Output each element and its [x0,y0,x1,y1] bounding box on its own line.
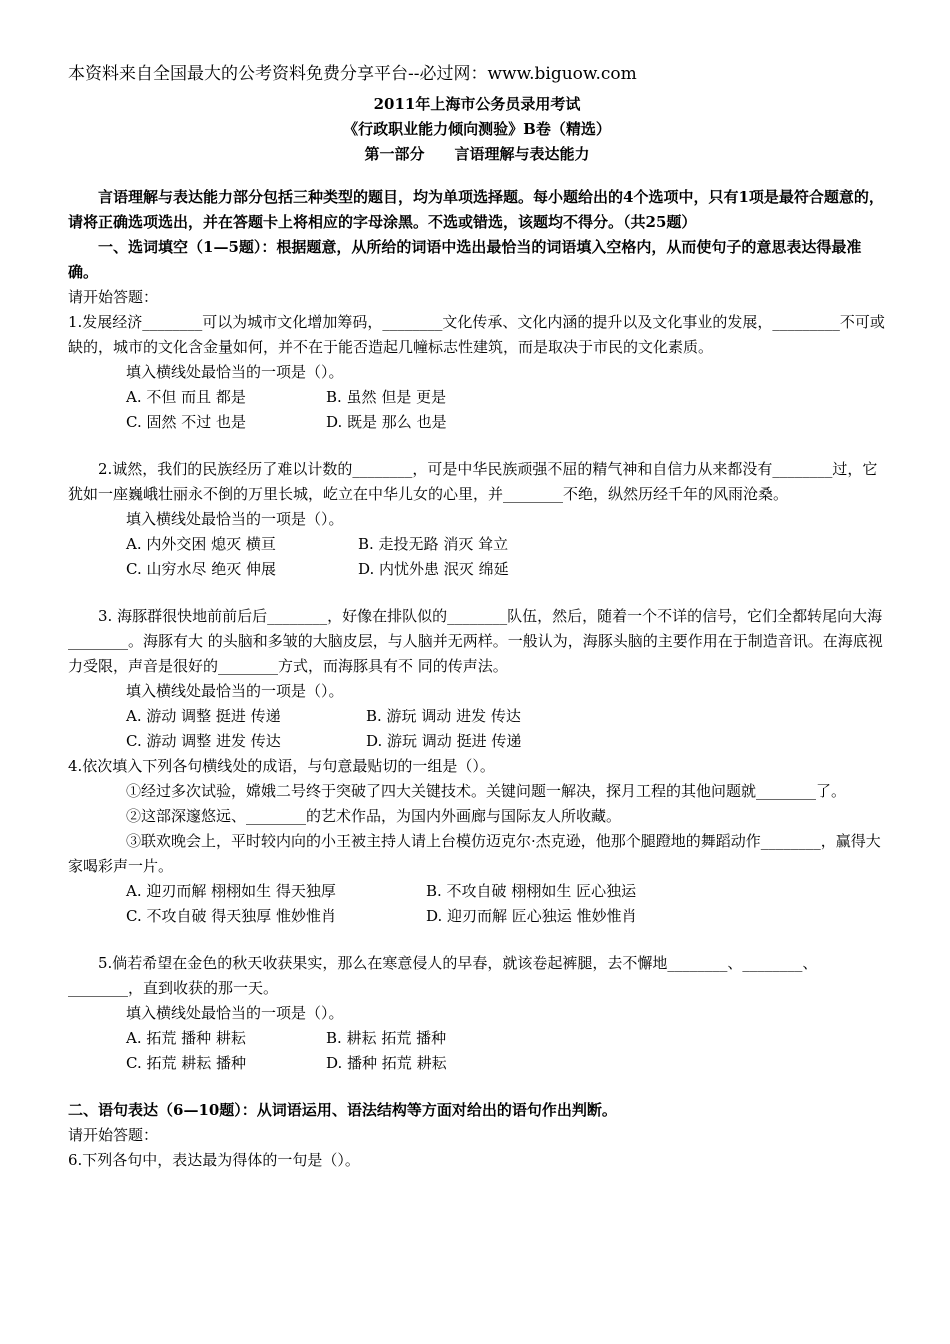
instructions: 言语理解与表达能力部分包括三种类型的题目，均为单项选择题。每小题给出的4个选项中，只有1项是最符合题意的，请将正确选项选出，并在答题卡上将相应的字母涂黑。不选或错选，该题均不得分。（共25题） [68,188,884,231]
section2-start: 请开始答题： [68,1126,159,1144]
question-3-stem: 填入横线处最恰当的一项是（）。 [126,682,344,700]
question-4-option-c: C. 不攻自破 得天独厚 惟妙惟肖 [126,907,337,925]
question-2-option-c: C. 山穷水尽 绝灭 伸展 [126,560,277,578]
exam-subtitle: 《行政职业能力倾向测验》B卷（精选） [343,120,611,138]
question-1-stem: 填入横线处最恰当的一项是（）。 [126,363,344,381]
question-2-stem: 填入横线处最恰当的一项是（）。 [126,510,344,528]
question-4-options-row1 [68,879,886,904]
question-3-option-b: B. 游玩 调动 进发 传达 [366,707,521,725]
question-4-option-b: B. 不攻自破 栩栩如生 匠心独运 [426,882,637,900]
question-1-option-a: A. 不但 而且 都是 [126,388,246,406]
question-5-stem: 填入横线处最恰当的一项是（）。 [126,1004,344,1022]
document-page [68,60,886,1173]
question-5-option-a: A. 拓荒 播种 耕耘 [126,1029,246,1047]
question-3-text: 3. 海豚群很快地前前后后________，好像在排队似的________队伍，然后，随着一个不详的信号，它们全都转尾向大海________。海豚有大 的头脑和多皱的大脑皮层，与人脑并无两样。一般认为，海豚头脑的主要作用在于制造音讯。在海底视力受限，声音是很好的________方式，而海豚具有不 同的传声法。 [68,607,883,675]
question-3-option-c: C. 游动 调整 进发 传达 [126,732,281,750]
question-6-text: 6.下列各句中，表达最为得体的一句是（）。 [68,1151,360,1169]
section1-heading: 一、选词填空（1—5题）：根据题意，从所给的词语中选出最恰当的词语填入空格内，从而使句子的意思表达得最准确。 [68,238,862,281]
question-1-options-row2 [68,410,886,435]
question-4-sentence-1: ①经过多次试验，嫦娥二号终于突破了四大关键技术。关键问题一解决，探月工程的其他问题就________了。 [126,782,847,800]
question-4-text: 4.依次填入下列各句横线处的成语，与句意最贴切的一组是（）。 [68,757,495,775]
source-line: 本资料来自全国最大的公考资料免费分享平台--必过网：www.biguow.com [68,64,637,84]
question-5-option-c: C. 拓荒 耕耘 播种 [126,1054,247,1072]
question-2-text: 2.诚然，我们的民族经历了难以计数的________，可是中华民族顽强不屈的精气神和自信力从来都没有________过，它犹如一座巍峨壮丽永不倒的万里长城，屹立在中华儿女的心里，并________不绝，纵然历经千年的风雨沧桑。 [68,460,878,503]
question-4-sentence-3: ③联欢晚会上，平时较内向的小王被主持人请上台模仿迈克尔·杰克逊，他那个腿蹬地的舞蹈动作________，赢得大家喝彩声一片。 [68,832,881,875]
question-4-option-d: D. 迎刃而解 匠心独运 惟妙惟肖 [426,907,637,925]
question-5-option-b: B. 耕耘 拓荒 播种 [326,1029,447,1047]
question-2-option-d: D. 内忧外患 泯灭 绵延 [358,560,509,578]
question-2-options-row2 [68,557,886,582]
section2-heading: 二、语句表达（6—10题）：从词语运用、语法结构等方面对给出的语句作出判断。 [68,1101,617,1119]
question-2-option-b: B. 走投无路 消灭 耸立 [358,535,509,553]
question-4-option-a: A. 迎刃而解 栩栩如生 得天独厚 [126,882,336,900]
question-1-option-c: C. 固然 不过 也是 [126,413,247,431]
question-5-options-row1 [68,1026,886,1051]
question-3-option-a: A. 游动 调整 挺进 传递 [126,707,281,725]
question-1-text: 1.发展经济________可以为城市文化增加筹码，________文化传承、文化内涵的提升以及文化事业的发展，_________不可或缺的，城市的文化含金量如何，并不在于能否造起几幢标志性建筑，而是取决于市民的文化素质。 [68,313,885,356]
section1-start: 请开始答题： [68,288,159,306]
question-3-option-d: D. 游玩 调动 挺进 传递 [366,732,522,750]
question-3-options-row1 [68,704,886,729]
question-2-options-row1 [68,532,886,557]
question-5-option-d: D. 播种 拓荒 耕耘 [326,1054,447,1072]
question-1-options-row1 [68,385,886,410]
question-1-option-d: D. 既是 那么 也是 [326,413,447,431]
exam-title: 2011年上海市公务员录用考试 [373,95,581,113]
question-4-options-row2 [68,904,886,929]
question-5-options-row2 [68,1051,886,1076]
question-3-options-row2 [68,729,886,754]
question-5-text: 5.倘若希望在金色的秋天收获果实，那么在寒意侵人的早春，就该卷起裤腿，去不懈地________、________、________，直到收获的那一天。 [68,954,818,997]
question-1-option-b: B. 虽然 但是 更是 [326,388,447,406]
question-2-option-a: A. 内外交困 熄灭 横亘 [126,535,276,553]
part-title: 第一部分 言语理解与表达能力 [364,145,590,163]
question-4-sentence-2: ②这部深邃悠远、________的艺术作品，为国内外画廊与国际友人所收藏。 [126,807,622,825]
